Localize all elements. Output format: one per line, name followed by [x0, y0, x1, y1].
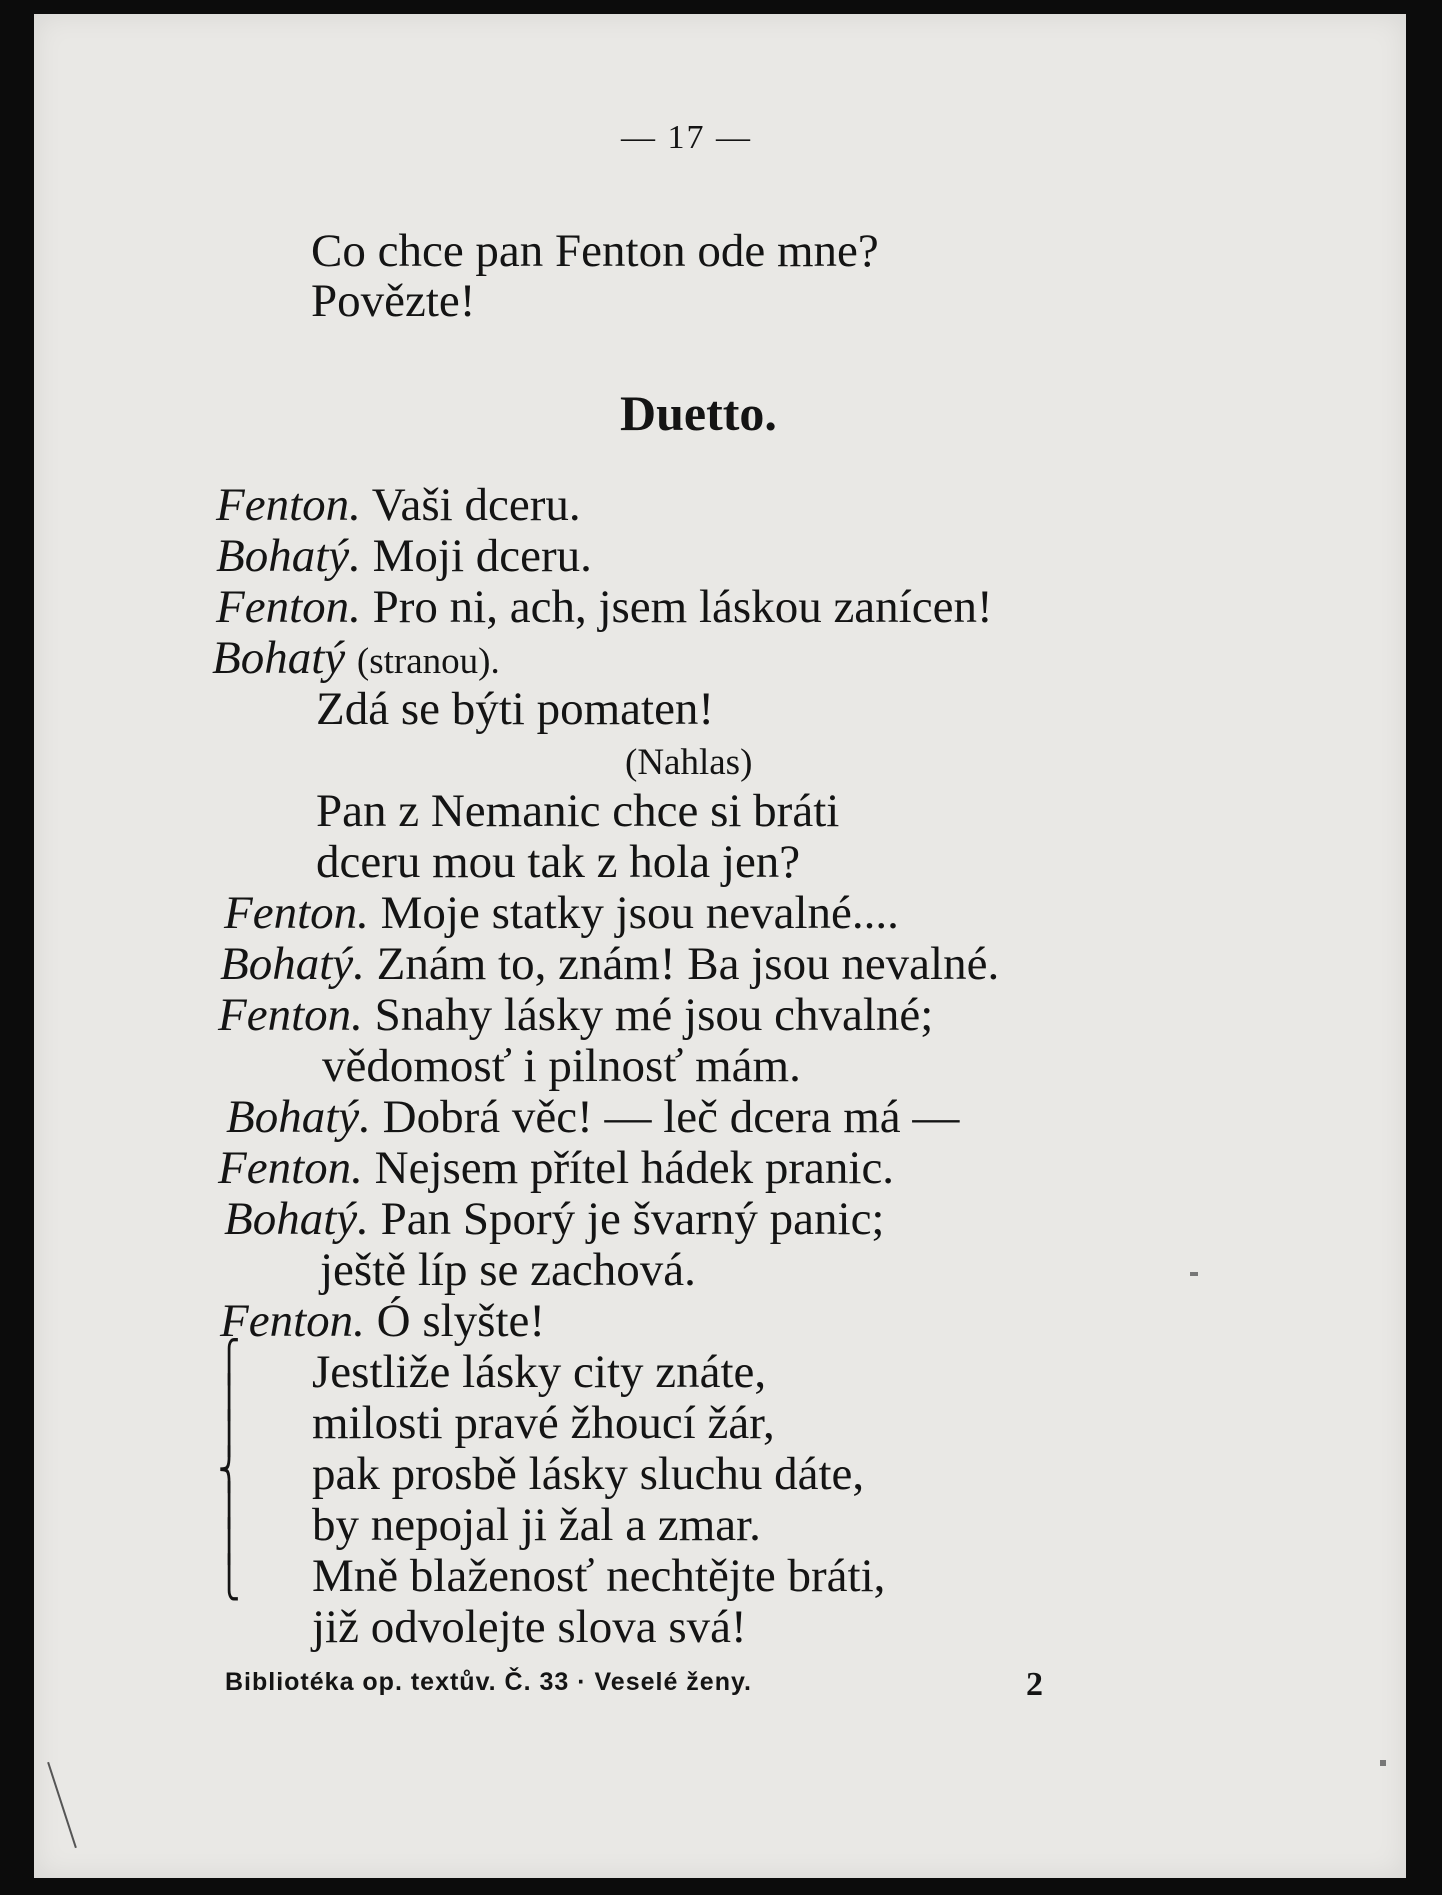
dialogue-line: [220, 938, 1000, 990]
dialogue-line: [216, 581, 993, 633]
speaker: Bohatý.: [220, 938, 365, 990]
dialogue-line: [226, 1091, 960, 1143]
speaker: Fenton.: [220, 1295, 365, 1347]
dialogue-line: [322, 1040, 801, 1092]
spoken-text: Vaši dceru.: [371, 479, 581, 531]
dialogue-line: [224, 887, 899, 939]
spoken-text: dceru mou tak z hola jen?: [316, 836, 801, 888]
stage-direction: (stranou).: [356, 641, 500, 682]
dialogue-line: [316, 785, 840, 837]
verse-line: milosti pravé žhoucí žár,: [312, 1397, 775, 1449]
stage-direction: (Nahlas): [625, 742, 753, 783]
speaker: Fenton.: [224, 887, 369, 939]
spoken-text: ještě líp se zachová.: [320, 1244, 696, 1296]
verse-line: pak prosbě lásky sluchu dáte,: [312, 1448, 865, 1500]
verse-line: Jestliže lásky city znáte,: [312, 1346, 767, 1398]
speaker: Bohatý: [212, 632, 346, 684]
spoken-text: Znám to, znám! Ba jsou nevalné.: [376, 938, 1000, 990]
scan-speck: [1380, 1760, 1386, 1766]
dialogue-line: [216, 530, 592, 582]
footer-imprint: Bibliotéka op. textův. Č. 33 · Veselé ženy.: [225, 1668, 752, 1696]
spoken-text: Pan z Nemanic chce si bráti: [316, 785, 840, 837]
section-heading: Duetto.: [620, 385, 777, 441]
spoken-text: Zdá se býti pomaten!: [316, 683, 715, 735]
speaker: Bohatý.: [226, 1091, 371, 1143]
speaker: Fenton.: [218, 1142, 363, 1194]
dialogue-line: [218, 1142, 895, 1194]
speaker: Fenton.: [218, 989, 363, 1041]
verse-brace: ⎧ ⎪ ⎪ ⎨ ⎪ ⎪ ⎩: [217, 1339, 241, 1601]
dialogue-line: [218, 989, 934, 1041]
dialogue-line: [316, 836, 801, 888]
intro-line-2: Povězte!: [311, 275, 476, 327]
verse-line: by nepojal ji žal a zmar.: [312, 1499, 761, 1551]
speaker: Fenton.: [216, 479, 361, 531]
spoken-text: vědomosť i pilnosť mám.: [322, 1040, 801, 1092]
spoken-text: Nejsem přítel hádek pranic.: [374, 1142, 895, 1194]
dialogue-line: [212, 632, 500, 684]
intro-line-1: Co chce pan Fenton ode mne?: [311, 225, 879, 277]
speaker: Bohatý.: [224, 1193, 369, 1245]
speaker: Bohatý.: [216, 530, 361, 582]
spoken-text: Pan Sporý je švarný panic;: [380, 1193, 885, 1245]
verse-line: Mně blaženosť nechtějte bráti,: [312, 1550, 886, 1602]
dialogue-line: [216, 479, 581, 531]
spoken-text: Snahy lásky mé jsou chvalné;: [374, 989, 934, 1041]
page-number: — 17 —: [621, 119, 752, 156]
dialogue-line: [220, 1295, 546, 1347]
spoken-text: Ó slyšte!: [376, 1295, 546, 1347]
spoken-text: Moji dceru.: [372, 530, 592, 582]
verse-line: již odvolejte slova svá!: [312, 1601, 747, 1653]
scan-speck: [1190, 1272, 1198, 1276]
dialogue-line: [224, 1193, 885, 1245]
speaker: Fenton.: [216, 581, 361, 633]
spoken-text: Pro ni, ach, jsem láskou zanícen!: [372, 581, 993, 633]
dialogue-line: [316, 683, 715, 735]
signature-mark: 2: [1026, 1666, 1043, 1703]
spoken-text: Moje statky jsou nevalné....: [380, 887, 899, 939]
dialogue-line: [320, 1244, 696, 1296]
spoken-text: Dobrá věc! — leč dcera má —: [382, 1091, 960, 1143]
